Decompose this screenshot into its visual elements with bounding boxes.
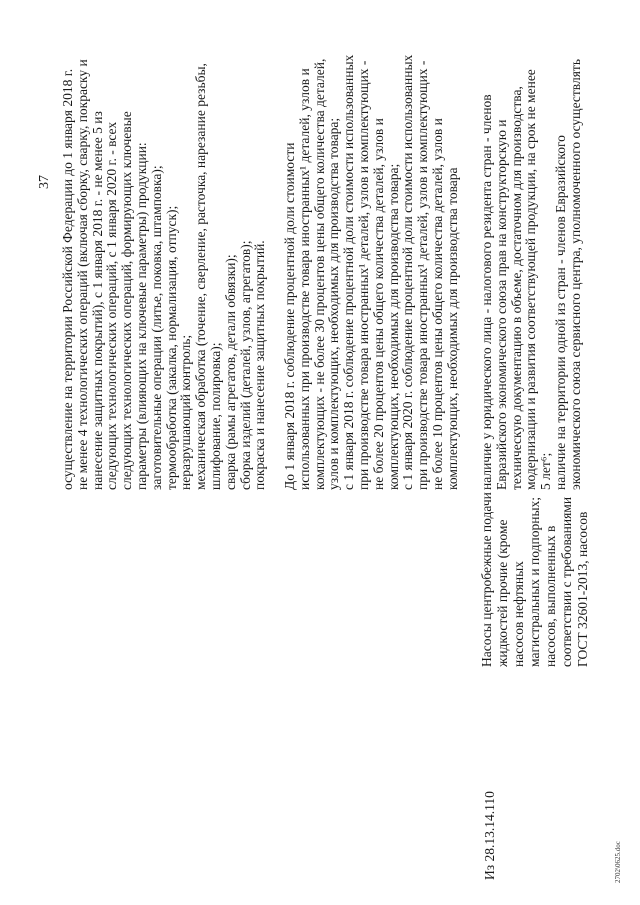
requirements-paragraph — [61, 55, 268, 490]
text-line: осуществление на территории Российской Федерации до 1 января 2018 г. — [60, 68, 75, 490]
text-line: наличие на территории одной из стран - членов Евразийского — [552, 135, 568, 490]
text-line: заготовительные операции (литье, поковка, штамповка); — [148, 165, 164, 490]
text-line: шлифование, полировка); — [207, 342, 223, 490]
text-line: нанесение защитных покрытий), с 1 января 2018 г. - не менее 5 из — [89, 111, 105, 490]
requirements-cell-continued — [61, 55, 461, 490]
text-line: комплектующих, необходимых для производства товара; — [385, 163, 401, 490]
text-line: с 1 января 2020 г. соблюдение процентной доли стоимости использованных — [400, 54, 416, 490]
text-line: экономического союза сервисного центра, уполномоченного осуществлять — [567, 59, 583, 490]
text-line: следующих технологических операций, с 1 января 2020 г. - всех — [104, 121, 120, 490]
text-line: не более 10 процентов цены общего количества деталей, узлов и — [429, 118, 445, 490]
text-line: механическая обработка (точение, сверление, расточка, нарезание резьбы, — [193, 63, 209, 490]
text-line: модернизации и развития соответствующей продукции, на срок не менее — [523, 69, 539, 490]
text-line: не более 20 процентов цены общего количества деталей, узлов и — [370, 118, 386, 490]
text-line: магистральных и подпорных; — [527, 496, 542, 667]
text-line: не менее 4 технологических операций (включая сборку, сварку, покраску и — [74, 59, 90, 490]
text-line: сборка изделий (деталей, узлов, агрегатов); — [237, 240, 253, 490]
requirements-paragraph — [283, 55, 461, 490]
text-line: термообработка (закалка, нормализация, отпуск); — [163, 205, 179, 490]
page-number: 37 — [37, 175, 52, 189]
text-line: наличие у юридического лица - налогового резидента стран - членов — [479, 94, 494, 490]
requirements-cell — [480, 59, 584, 490]
text-line: Насосы центробежные подачи — [479, 492, 494, 667]
text-line: при производстве товара иностранных¹ деталей, узлов и комплектующих - — [355, 60, 371, 490]
text-line: насосов нефтяных — [511, 561, 526, 667]
text-line: комплектующих, необходимых для производства товара — [444, 167, 460, 490]
text-line: сварка (рамы агрегатов, детали обвязки); — [222, 254, 238, 490]
text-line: соответствии с требованиями — [559, 496, 574, 667]
file-footer: 2702\0625.doc — [614, 841, 622, 883]
text-line: техническую документацию в объеме, достаточном для производства, — [508, 86, 524, 490]
text-line: использованных при производстве товара иностранных¹ деталей, узлов и — [296, 68, 312, 490]
product-name-cell — [479, 492, 591, 667]
text-line: Евразийского экономического союза прав на конструкторскую и — [493, 119, 509, 490]
text-line: при производстве товара иностранных¹ деталей, узлов и комплектующих - — [415, 60, 431, 490]
text-line: До 1 января 2018 г. соблюдение процентной доли стоимости — [281, 142, 297, 490]
text-line: с 1 января 2018 г. соблюдение процентной доли стоимости использованных — [341, 54, 357, 490]
product-code: Из 28.13.14.110 — [482, 791, 497, 880]
text-line: узлов и комплектующих, необходимых для производства товара; — [326, 117, 342, 490]
text-line: неразрушающий контроль; — [178, 334, 194, 490]
text-line: жидкостей прочие (кроме — [495, 519, 510, 667]
text-line: ГОСТ 32601-2013, насосов — [575, 511, 590, 667]
text-line: покраска и нанесение защитных покрытий. — [252, 240, 268, 490]
text-line: следующих технологических операций, формирующих ключевые — [119, 111, 135, 490]
text-line: комплектующих - не более 30 процентов цены общего количества деталей, — [311, 58, 327, 490]
text-line: насосов, выполненных в — [543, 525, 558, 667]
text-line: 5 лет⁶; — [538, 452, 554, 490]
text-line: параметры (влияющих на ключевые параметры) продукции: — [133, 142, 149, 490]
